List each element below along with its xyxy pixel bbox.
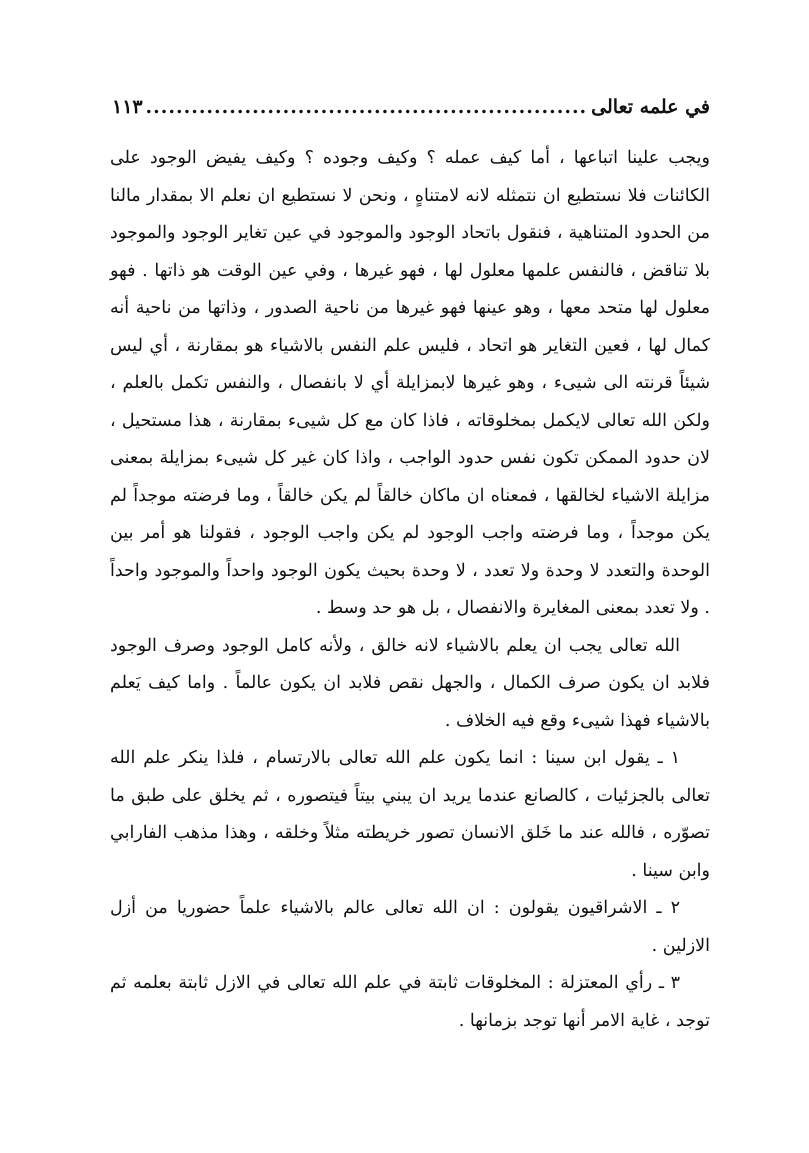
paragraph-continuation: ويجب علينا اتباعها ، أما كيف عمله ؟ وكيف وجوده ؟ وكيف يفيض الوجود على الكائنات فلا نستطيع ان نتمثله لانه لامتناهٍ ، ونحن لا نستطيع ان نعلم الا بمقدار مالنا من الحدود المتناهية ، فنقول باتحاد الوجود والموجود في عين تغاير الوجود والموجود بلا تناقض ، فالنفس علمها معلول لها ، فهو غيرها ، وفي عين الوقت هو ذاتها . فهو معلول لها متحد معها ، وهو عينها فهو غيرها من ناحية الصدور ، وذاتها من ناحية أنه كمال لها ، فعين التغاير هو اتحاد ، فليس علم النفس بالاشياء هو بمقارنة ، أي ليس شيئاً قرنته الى شيىء ، وهو غيرها لابمزايلة أي لا بانفصال ، والنفس تكمل بالعلم ، ولكن الله تعالى لايكمل بمخلوقاته ، فاذا كان مع كل شيىء بمقارنة ، هذا مستحيل ، لان حدود الممكن تكون نفس حدود الواجب ، واذا كان غير كل شيىء بمزايلة بمعنى مزايلة الاشياء لخالقها ، فمعناه ان ماكان خالقاً لم يكن خالقاً ، وما فرضته موجداً لم يكن موجداً ، وما فرضته واجب الوجود لم يكن واجب الوجود ، فقولنا هو أمر بين الوحدة والتعدد لا وحدة ولا تعدد ، لا وحدة بحيث يكون الوجود واحداً والموجود واحداً . ولا تعدد بمعنى المغايرة والانفصال ، بل هو حد وسط . — [110, 148, 710, 618]
chapter-title: في علمه تعالى — [591, 96, 710, 118]
running-header — [112, 88, 710, 118]
list-item-ibn-sina: ١ ـ يقول ابن سينا : انما يكون علم الله تعالى بالارتسام ، فلذا ينكر علم الله تعالى بالجزئيات ، كالصانع عندما يريد ان يبني بيتاً فيتصوره ، ثم يخلق على طبق ما تصوّره ، فالله عند ما خَلق الانسان تصور خريطته مثلاً وخلقه ، وهذا مذهب الفارابي وابن سينا . — [110, 748, 710, 881]
list-item-mutazila: ٣ ـ رأي المعتزلة : المخلوقات ثابتة في علم الله تعالى في الازل ثابتة بعلمه ثم توجد ، غاية الامر أنها توجد بزمانها . — [110, 973, 710, 1031]
leader-dots — [147, 96, 588, 118]
page-number: ١١٣ — [112, 96, 143, 118]
paragraph-knowledge: الله تعالى يجب ان يعلم بالاشياء لانه خالق ، ولأنه كامل الوجود وصرف الوجود فلابد ان يكون صرف الكمال ، والجهل نقص فلابد ان يكون عالماً . واما كيف يَعلم بالاشياء فهذا شيىء وقع فيه الخلاف . — [110, 635, 710, 731]
list-item-ishraqiyyun: ٢ ـ الاشراقيون يقولون : ان الله تعالى عالم بالاشياء علماً حضوريا من أزل الازلين . — [110, 898, 710, 956]
body-text — [110, 140, 710, 1060]
